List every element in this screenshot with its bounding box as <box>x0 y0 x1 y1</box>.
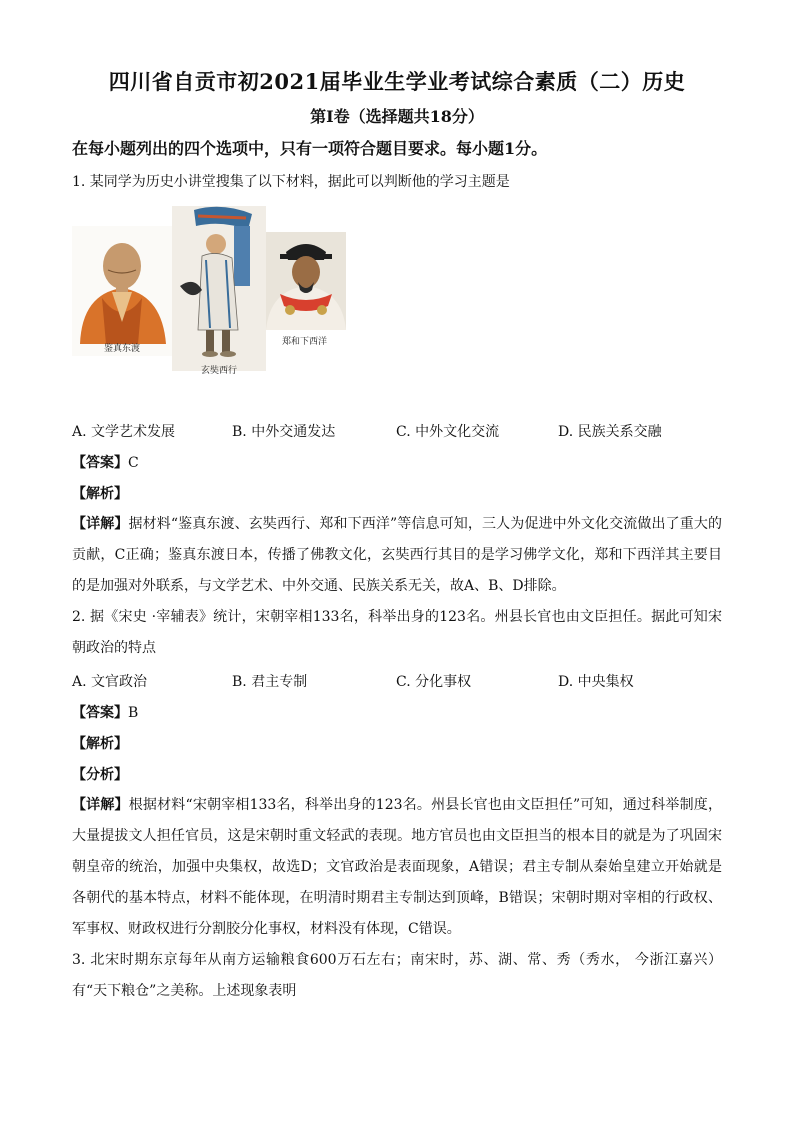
q1-option-c[interactable]: C. 中外文化交流 <box>396 424 500 440</box>
admiral-portrait-icon <box>266 232 346 330</box>
q1-analysis-label: 【解析】 <box>72 486 128 502</box>
q2-fenxi-label: 【分析】 <box>72 767 128 783</box>
q1-stem: 1. 某同学为历史小讲堂搜集了以下材料，据此可以判断他的学习主题是 <box>72 174 510 190</box>
q1-option-b[interactable]: B. 中外交通发达 <box>232 424 336 440</box>
q2-option-d[interactable]: D. 中央集权 <box>558 674 634 690</box>
q1-option-a[interactable]: A. 文学艺术发展 <box>72 424 176 440</box>
q2-detail <box>72 790 722 945</box>
monk-portrait-icon <box>72 226 172 356</box>
zhenghe-image <box>266 232 346 330</box>
traveling-monk-icon <box>172 206 266 371</box>
answer-value: B <box>128 705 139 721</box>
q2-options <box>72 671 732 693</box>
detail-text: 根据材料“宋朝宰相133名，科举出身的123名。州县长官也由文臣担任”可知，通过科举制度，大量提拔文人担任官员，这是宋朝时重文轻武的表现。地方官员也由文臣担当的根本目的就是为了巩固宋朝皇帝的统治，加强中央集权，故选D；文官政治是表面现象，A错误；君主专制从秦始皇建立开始就是各朝代的基本特点，材料不能体现，在明清时期君主专制达到顶峰，B错误；宋朝时期对宰相的行政权、军事权、财政权进行分割胶分化事权，材料没有体现，C错误。 <box>72 797 722 937</box>
q3-stem: 3. 北宋时期东京每年从南方运输粮食600万石左右；南宋时，苏、湖、常、秀（秀水， 今浙江嘉兴）有“天下粮仓”之美称。上述现象表明 <box>72 952 722 999</box>
detail-label: 【详解】 <box>72 797 129 813</box>
caption-jianzhen: 鉴真东渡 <box>104 344 141 354</box>
caption-xuanzang: 玄奘西行 <box>201 366 238 376</box>
q1-answer <box>72 452 139 472</box>
caption-zhenghe: 郑和下西洋 <box>282 337 328 347</box>
xuanzang-image <box>172 206 266 371</box>
q2-analysis-label: 【解析】 <box>72 736 128 752</box>
detail-label: 【详解】 <box>72 516 129 532</box>
q2-stem: 2. 据《宋史 ·宰辅表》统计，宋朝宰相133名，科举出身的123名。州县长官也由文臣担任。据此可知宋朝政治的特点 <box>72 609 722 656</box>
detail-text: 据材料“鉴真东渡、玄奘西行、郑和下西洋”等信息可知，三人为促进中外文化交流做出了重大的贡献，C正确；鉴真东渡日本，传播了佛教文化，玄奘西行其目的是学习佛学文化，郑和下西洋其主要目的是加强对外联系，与文学艺术、中外交通、民族关系无关，故A、B、D排除。 <box>72 516 723 594</box>
exam-title: 四川省自贡市初2021届毕业生学业考试综合素质（二）历史 <box>108 69 686 94</box>
answer-label: 【答案】 <box>72 705 128 721</box>
q2-option-c[interactable]: C. 分化事权 <box>396 674 472 690</box>
q1-option-d[interactable]: D. 民族关系交融 <box>558 424 662 440</box>
q1-detail <box>72 509 722 602</box>
answer-label: 【答案】 <box>72 455 128 471</box>
instruction: 在每小题列出的四个选项中，只有一项符合题目要求。每小题1分。 <box>72 139 548 158</box>
section-title: 第Ⅰ卷（选择题共18分） <box>310 107 484 126</box>
jianzhen-image <box>72 226 172 356</box>
q1-options <box>72 421 732 443</box>
q2-option-b[interactable]: B. 君主专制 <box>232 674 308 690</box>
q2-answer <box>72 702 138 722</box>
q2-option-a[interactable]: A. 文官政治 <box>72 674 148 690</box>
answer-value: C <box>128 455 139 471</box>
